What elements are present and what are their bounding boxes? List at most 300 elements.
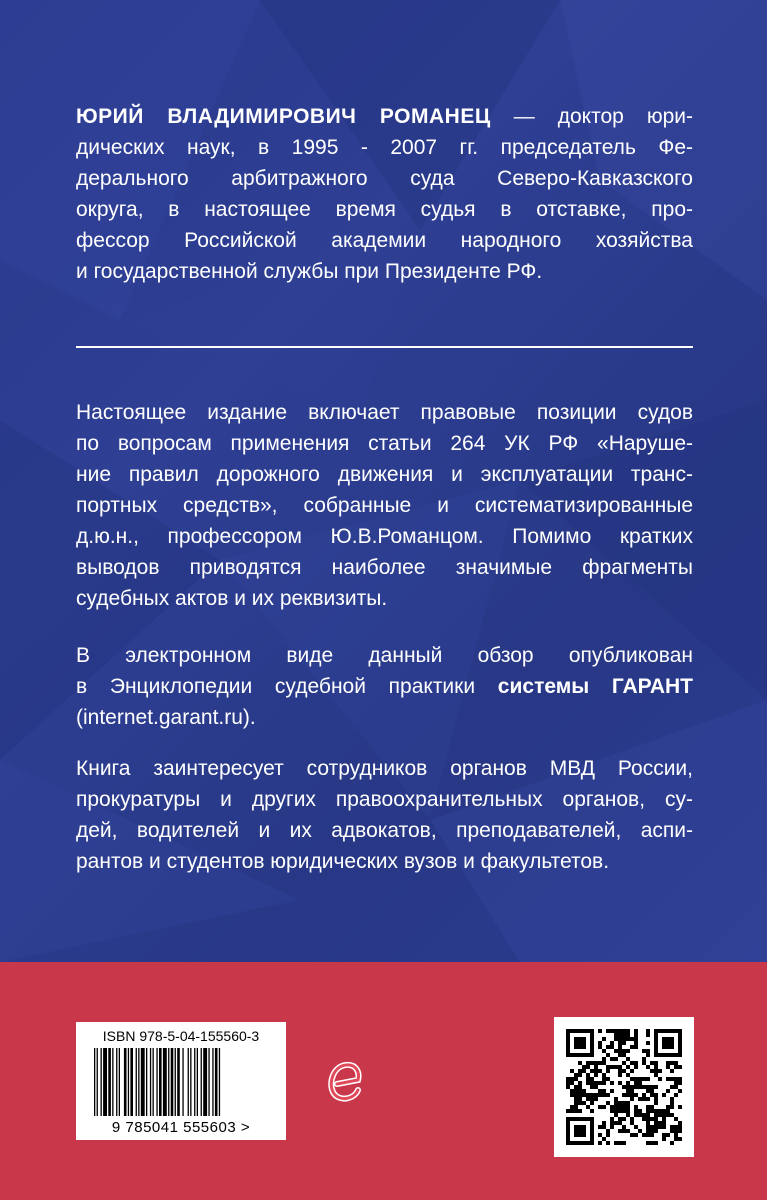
qr-module — [654, 1141, 658, 1145]
qr-module — [606, 1045, 610, 1049]
barcode-bar — [182, 1048, 183, 1116]
qr-module — [574, 1117, 578, 1121]
barcode-bar — [159, 1048, 162, 1116]
qr-module — [582, 1141, 586, 1145]
author-bio-line: дерального арбитражного суда Северо-Кавказского — [76, 167, 693, 190]
qr-module — [566, 1129, 570, 1133]
qr-module — [590, 1061, 594, 1065]
qr-module — [618, 1117, 622, 1121]
audience-line: рантов и студентов юридических вузов и факультетов. — [76, 850, 610, 873]
qr-module — [646, 1121, 650, 1125]
qr-module — [578, 1037, 582, 1041]
qr-module — [578, 1133, 582, 1137]
qr-module — [626, 1029, 630, 1033]
qr-module — [678, 1049, 682, 1053]
qr-module — [650, 1089, 654, 1093]
qr-module — [646, 1053, 650, 1057]
qr-module — [654, 1037, 658, 1041]
qr-module — [622, 1129, 626, 1133]
qr-module — [658, 1077, 662, 1081]
qr-module — [678, 1045, 682, 1049]
isbn-barcode — [76, 1022, 286, 1140]
qr-module — [614, 1109, 618, 1113]
qr-module — [590, 1081, 594, 1085]
qr-module — [638, 1097, 642, 1101]
qr-module — [602, 1061, 606, 1065]
qr-module — [630, 1061, 634, 1065]
barcode-bar — [146, 1048, 147, 1116]
qr-module — [582, 1037, 586, 1041]
qr-module — [622, 1069, 626, 1073]
qr-module — [646, 1113, 650, 1117]
qr-module — [666, 1041, 670, 1045]
qr-module — [606, 1069, 610, 1073]
qr-module — [578, 1053, 582, 1057]
qr-module — [578, 1045, 582, 1049]
qr-module — [642, 1113, 646, 1117]
qr-module — [650, 1069, 654, 1073]
qr-module — [638, 1085, 642, 1089]
author-bio-line: округа, в настоящее время судья в отставке, про- — [76, 198, 693, 221]
qr-module — [606, 1133, 610, 1137]
qr-module — [618, 1041, 622, 1045]
qr-module — [566, 1033, 570, 1037]
qr-module — [574, 1109, 578, 1113]
barcode-bar — [163, 1048, 167, 1116]
qr-module — [654, 1097, 658, 1101]
qr-module — [566, 1077, 570, 1081]
audience-paragraph — [76, 753, 693, 877]
qr-module — [662, 1117, 666, 1121]
qr-module — [650, 1109, 654, 1113]
description-line: по вопросам применения статьи 264 УК РФ «Наруше- — [76, 432, 693, 455]
qr-module — [662, 1041, 666, 1045]
qr-module — [574, 1037, 578, 1041]
qr-module — [614, 1033, 618, 1037]
qr-module — [570, 1117, 574, 1121]
qr-module — [638, 1077, 642, 1081]
qr-module — [678, 1041, 682, 1045]
qr-module — [654, 1029, 658, 1033]
ean-digits: 9 785041 555603 > — [111, 1119, 251, 1136]
garant-system-name: системы ГАРАНТ — [497, 675, 693, 698]
qr-module — [674, 1093, 678, 1097]
qr-module — [618, 1121, 622, 1125]
qr-module — [634, 1041, 638, 1045]
qr-module — [566, 1109, 570, 1113]
qr-module — [578, 1125, 582, 1129]
qr-module — [650, 1117, 654, 1121]
qr-module — [666, 1061, 670, 1065]
qr-module — [678, 1065, 682, 1069]
qr-module — [678, 1029, 682, 1033]
qr-module — [662, 1045, 666, 1049]
qr-module — [670, 1101, 674, 1105]
audience-line: прокуратуры и других правоохранительных органов, су- — [76, 788, 693, 811]
qr-module — [678, 1121, 682, 1125]
qr-module — [570, 1029, 574, 1033]
qr-module — [610, 1045, 614, 1049]
qr-module — [674, 1081, 678, 1085]
qr-module — [618, 1065, 622, 1069]
qr-module — [586, 1105, 590, 1109]
qr-module — [602, 1081, 606, 1085]
qr-module — [598, 1133, 602, 1137]
qr-module — [658, 1113, 662, 1117]
barcode-bar — [175, 1048, 176, 1116]
description-line: ние правил дорожного движения и эксплуатации транс- — [76, 463, 693, 486]
qr-module — [570, 1109, 574, 1113]
qr-module — [574, 1073, 578, 1077]
qr-module — [586, 1053, 590, 1057]
qr-module — [654, 1065, 658, 1069]
barcode-bar — [128, 1048, 129, 1116]
electronic-line: (internet.garant.ru). — [76, 706, 256, 729]
qr-module — [654, 1069, 658, 1073]
qr-module — [622, 1085, 626, 1089]
qr-module — [614, 1029, 618, 1033]
qr-module — [610, 1125, 614, 1129]
qr-module — [610, 1057, 614, 1061]
qr-module — [634, 1109, 638, 1113]
qr-module — [666, 1113, 670, 1117]
qr-module — [634, 1085, 638, 1089]
qr-module — [658, 1029, 662, 1033]
qr-module — [634, 1065, 638, 1069]
author-bio-line: дических наук, в 1995 - 2007 гг. председатель Фе- — [76, 136, 693, 159]
qr-module — [566, 1141, 570, 1145]
qr-module — [566, 1081, 570, 1085]
qr-module — [586, 1077, 590, 1081]
qr-module — [614, 1101, 618, 1105]
qr-module — [582, 1053, 586, 1057]
qr-module — [630, 1117, 634, 1121]
qr-module — [586, 1081, 590, 1085]
qr-module — [610, 1117, 614, 1121]
qr-module — [678, 1037, 682, 1041]
qr-module — [634, 1061, 638, 1065]
barcode-bar — [215, 1048, 218, 1116]
qr-module — [618, 1045, 622, 1049]
barcode-bar — [124, 1048, 127, 1116]
qr-module — [570, 1089, 574, 1093]
qr-module — [606, 1101, 610, 1105]
barcode-bar — [168, 1048, 169, 1116]
qr-module — [578, 1069, 582, 1073]
qr-module — [586, 1061, 590, 1065]
qr-module — [638, 1129, 642, 1133]
qr-module — [610, 1065, 614, 1069]
qr-module — [626, 1089, 630, 1093]
qr-module — [582, 1125, 586, 1129]
qr-module — [630, 1093, 634, 1097]
qr-module — [602, 1093, 606, 1097]
qr-module — [646, 1077, 650, 1081]
qr-module — [594, 1097, 598, 1101]
qr-module — [650, 1129, 654, 1133]
qr-module — [654, 1109, 658, 1113]
qr-module — [586, 1141, 590, 1145]
qr-module — [642, 1077, 646, 1081]
author-bio-line: ЮРИЙ ВЛАДИМИРОВИЧ РОМАНЕЦ — доктор юри- — [76, 105, 693, 128]
qr-module — [634, 1093, 638, 1097]
description-line: судебных актов и их реквизиты. — [76, 587, 388, 610]
qr-module — [602, 1073, 606, 1077]
qr-module — [590, 1141, 594, 1145]
qr-module — [646, 1033, 650, 1037]
qr-module — [590, 1101, 594, 1105]
qr-module — [602, 1049, 606, 1053]
qr-code — [554, 1017, 694, 1157]
qr-module — [574, 1045, 578, 1049]
qr-module — [570, 1077, 574, 1081]
qr-module — [566, 1045, 570, 1049]
qr-module — [626, 1113, 630, 1117]
barcode-bar — [208, 1048, 209, 1116]
barcode-bar — [138, 1048, 139, 1116]
qr-module — [654, 1093, 658, 1097]
barcode-bar — [116, 1048, 117, 1116]
barcode-bar — [150, 1048, 151, 1116]
qr-module — [578, 1129, 582, 1133]
electronic-line: в Энциклопедии судебной практики системы ГАРАНТ — [76, 675, 693, 698]
qr-module — [594, 1073, 598, 1077]
qr-module — [570, 1053, 574, 1057]
qr-module — [578, 1117, 582, 1121]
qr-module — [594, 1069, 598, 1073]
qr-module — [578, 1093, 582, 1097]
qr-module — [610, 1109, 614, 1113]
barcode-bars — [92, 1048, 270, 1118]
divider — [76, 346, 693, 348]
qr-module — [642, 1085, 646, 1089]
qr-module — [622, 1109, 626, 1113]
barcode-bar — [97, 1048, 98, 1116]
qr-module — [610, 1041, 614, 1045]
description-line: выводов приводятся наиболее значимые фрагменты — [76, 556, 693, 579]
qr-module — [618, 1105, 622, 1109]
qr-module — [602, 1121, 606, 1125]
qr-module — [622, 1061, 626, 1065]
qr-module — [654, 1121, 658, 1125]
qr-module — [650, 1093, 654, 1097]
qr-module — [566, 1133, 570, 1137]
qr-module — [662, 1121, 666, 1125]
qr-module — [586, 1029, 590, 1033]
qr-module — [626, 1085, 630, 1089]
qr-module — [582, 1101, 586, 1105]
qr-module — [658, 1125, 662, 1129]
qr-module — [578, 1029, 582, 1033]
qr-module — [618, 1141, 622, 1145]
qr-module — [658, 1069, 662, 1073]
qr-module — [642, 1061, 646, 1065]
qr-module — [650, 1133, 654, 1137]
qr-module — [654, 1045, 658, 1049]
qr-module — [574, 1041, 578, 1045]
qr-module — [582, 1069, 586, 1073]
qr-module — [590, 1049, 594, 1053]
qr-module — [622, 1049, 626, 1053]
qr-module — [630, 1133, 634, 1137]
qr-module — [590, 1129, 594, 1133]
qr-module — [654, 1085, 658, 1089]
qr-module — [578, 1073, 582, 1077]
qr-module — [622, 1053, 626, 1057]
qr-module — [614, 1049, 618, 1053]
description-line: д.ю.н., профессором Ю.В.Романцом. Помимо кратких — [76, 525, 693, 548]
barcode-bar — [119, 1048, 120, 1116]
author-bio — [76, 101, 693, 287]
qr-module — [566, 1037, 570, 1041]
eksmo-logo-icon — [328, 1060, 362, 1104]
qr-module — [574, 1141, 578, 1145]
qr-module — [582, 1065, 586, 1069]
barcode-bar — [103, 1048, 107, 1116]
qr-module — [630, 1089, 634, 1093]
qr-module — [590, 1029, 594, 1033]
qr-module — [574, 1105, 578, 1109]
qr-module — [602, 1037, 606, 1041]
qr-module — [606, 1053, 610, 1057]
qr-module — [622, 1141, 626, 1145]
qr-module — [674, 1029, 678, 1033]
qr-module — [634, 1125, 638, 1129]
qr-module — [606, 1129, 610, 1133]
qr-module — [618, 1037, 622, 1041]
qr-module — [646, 1065, 650, 1069]
qr-module — [582, 1133, 586, 1137]
qr-module — [614, 1105, 618, 1109]
qr-module — [678, 1105, 682, 1109]
qr-module — [654, 1113, 658, 1117]
qr-module — [658, 1053, 662, 1057]
qr-module — [670, 1105, 674, 1109]
qr-module — [618, 1033, 622, 1037]
qr-module — [658, 1121, 662, 1125]
qr-module — [618, 1073, 622, 1077]
qr-module — [674, 1077, 678, 1081]
qr-module — [590, 1053, 594, 1057]
qr-module — [646, 1129, 650, 1133]
qr-module — [626, 1081, 630, 1085]
qr-module — [642, 1133, 646, 1137]
qr-module — [666, 1089, 670, 1093]
qr-module — [618, 1129, 622, 1133]
qr-module — [606, 1093, 610, 1097]
qr-module — [610, 1089, 614, 1093]
qr-module — [650, 1105, 654, 1109]
qr-module — [590, 1109, 594, 1113]
qr-module — [594, 1085, 598, 1089]
qr-module — [622, 1125, 626, 1129]
qr-module — [662, 1109, 666, 1113]
qr-module — [570, 1093, 574, 1097]
author-bio-line: и государственной службы при Президенте РФ. — [76, 260, 543, 283]
qr-module — [566, 1085, 570, 1089]
qr-module — [626, 1065, 630, 1069]
audience-line: дей, водителей и их адвокатов, преподавателей, аспи- — [76, 819, 693, 842]
qr-module — [634, 1077, 638, 1081]
qr-module — [590, 1037, 594, 1041]
qr-module — [618, 1109, 622, 1113]
qr-module — [578, 1101, 582, 1105]
qr-module — [570, 1105, 574, 1109]
barcode-bar — [130, 1048, 133, 1116]
qr-module — [622, 1093, 626, 1097]
qr-module — [670, 1053, 674, 1057]
qr-module — [646, 1125, 650, 1129]
qr-module — [622, 1037, 626, 1041]
qr-module — [666, 1077, 670, 1081]
qr-module — [586, 1073, 590, 1077]
qr-module — [582, 1089, 586, 1093]
qr-module — [610, 1029, 614, 1033]
qr-module — [650, 1061, 654, 1065]
qr-module — [666, 1065, 670, 1069]
qr-module — [602, 1125, 606, 1129]
qr-module — [574, 1089, 578, 1093]
qr-module — [618, 1101, 622, 1105]
qr-module — [670, 1069, 674, 1073]
qr-module — [622, 1105, 626, 1109]
qr-module — [674, 1061, 678, 1065]
qr-module — [630, 1121, 634, 1125]
qr-module — [618, 1049, 622, 1053]
qr-module — [598, 1029, 602, 1033]
qr-module — [674, 1065, 678, 1069]
qr-module — [622, 1117, 626, 1121]
barcode-bar — [203, 1048, 207, 1116]
qr-module — [594, 1065, 598, 1069]
barcode-bar — [108, 1048, 111, 1116]
qr-module — [594, 1081, 598, 1085]
qr-module — [598, 1089, 602, 1093]
qr-module — [634, 1037, 638, 1041]
qr-module — [566, 1121, 570, 1125]
qr-module — [662, 1037, 666, 1041]
qr-module — [618, 1069, 622, 1073]
qr-module — [654, 1117, 658, 1121]
qr-module — [654, 1049, 658, 1053]
barcode-bar — [141, 1048, 145, 1116]
qr-module — [566, 1053, 570, 1057]
qr-module — [566, 1029, 570, 1033]
qr-module — [646, 1089, 650, 1093]
qr-module — [654, 1129, 658, 1133]
barcode-bar — [177, 1048, 180, 1116]
qr-module — [578, 1041, 582, 1045]
qr-module — [642, 1049, 646, 1053]
qr-module — [606, 1029, 610, 1033]
qr-module — [574, 1101, 578, 1105]
qr-module — [630, 1097, 634, 1101]
qr-module — [626, 1109, 630, 1113]
qr-module — [566, 1137, 570, 1141]
qr-module — [582, 1117, 586, 1121]
qr-module — [666, 1037, 670, 1041]
qr-module — [674, 1125, 678, 1129]
qr-module — [566, 1049, 570, 1053]
qr-module — [574, 1053, 578, 1057]
qr-module — [582, 1041, 586, 1045]
qr-module — [626, 1049, 630, 1053]
qr-module — [570, 1081, 574, 1085]
qr-module — [578, 1109, 582, 1113]
qr-module — [610, 1121, 614, 1125]
qr-module — [666, 1133, 670, 1137]
qr-module — [574, 1129, 578, 1133]
